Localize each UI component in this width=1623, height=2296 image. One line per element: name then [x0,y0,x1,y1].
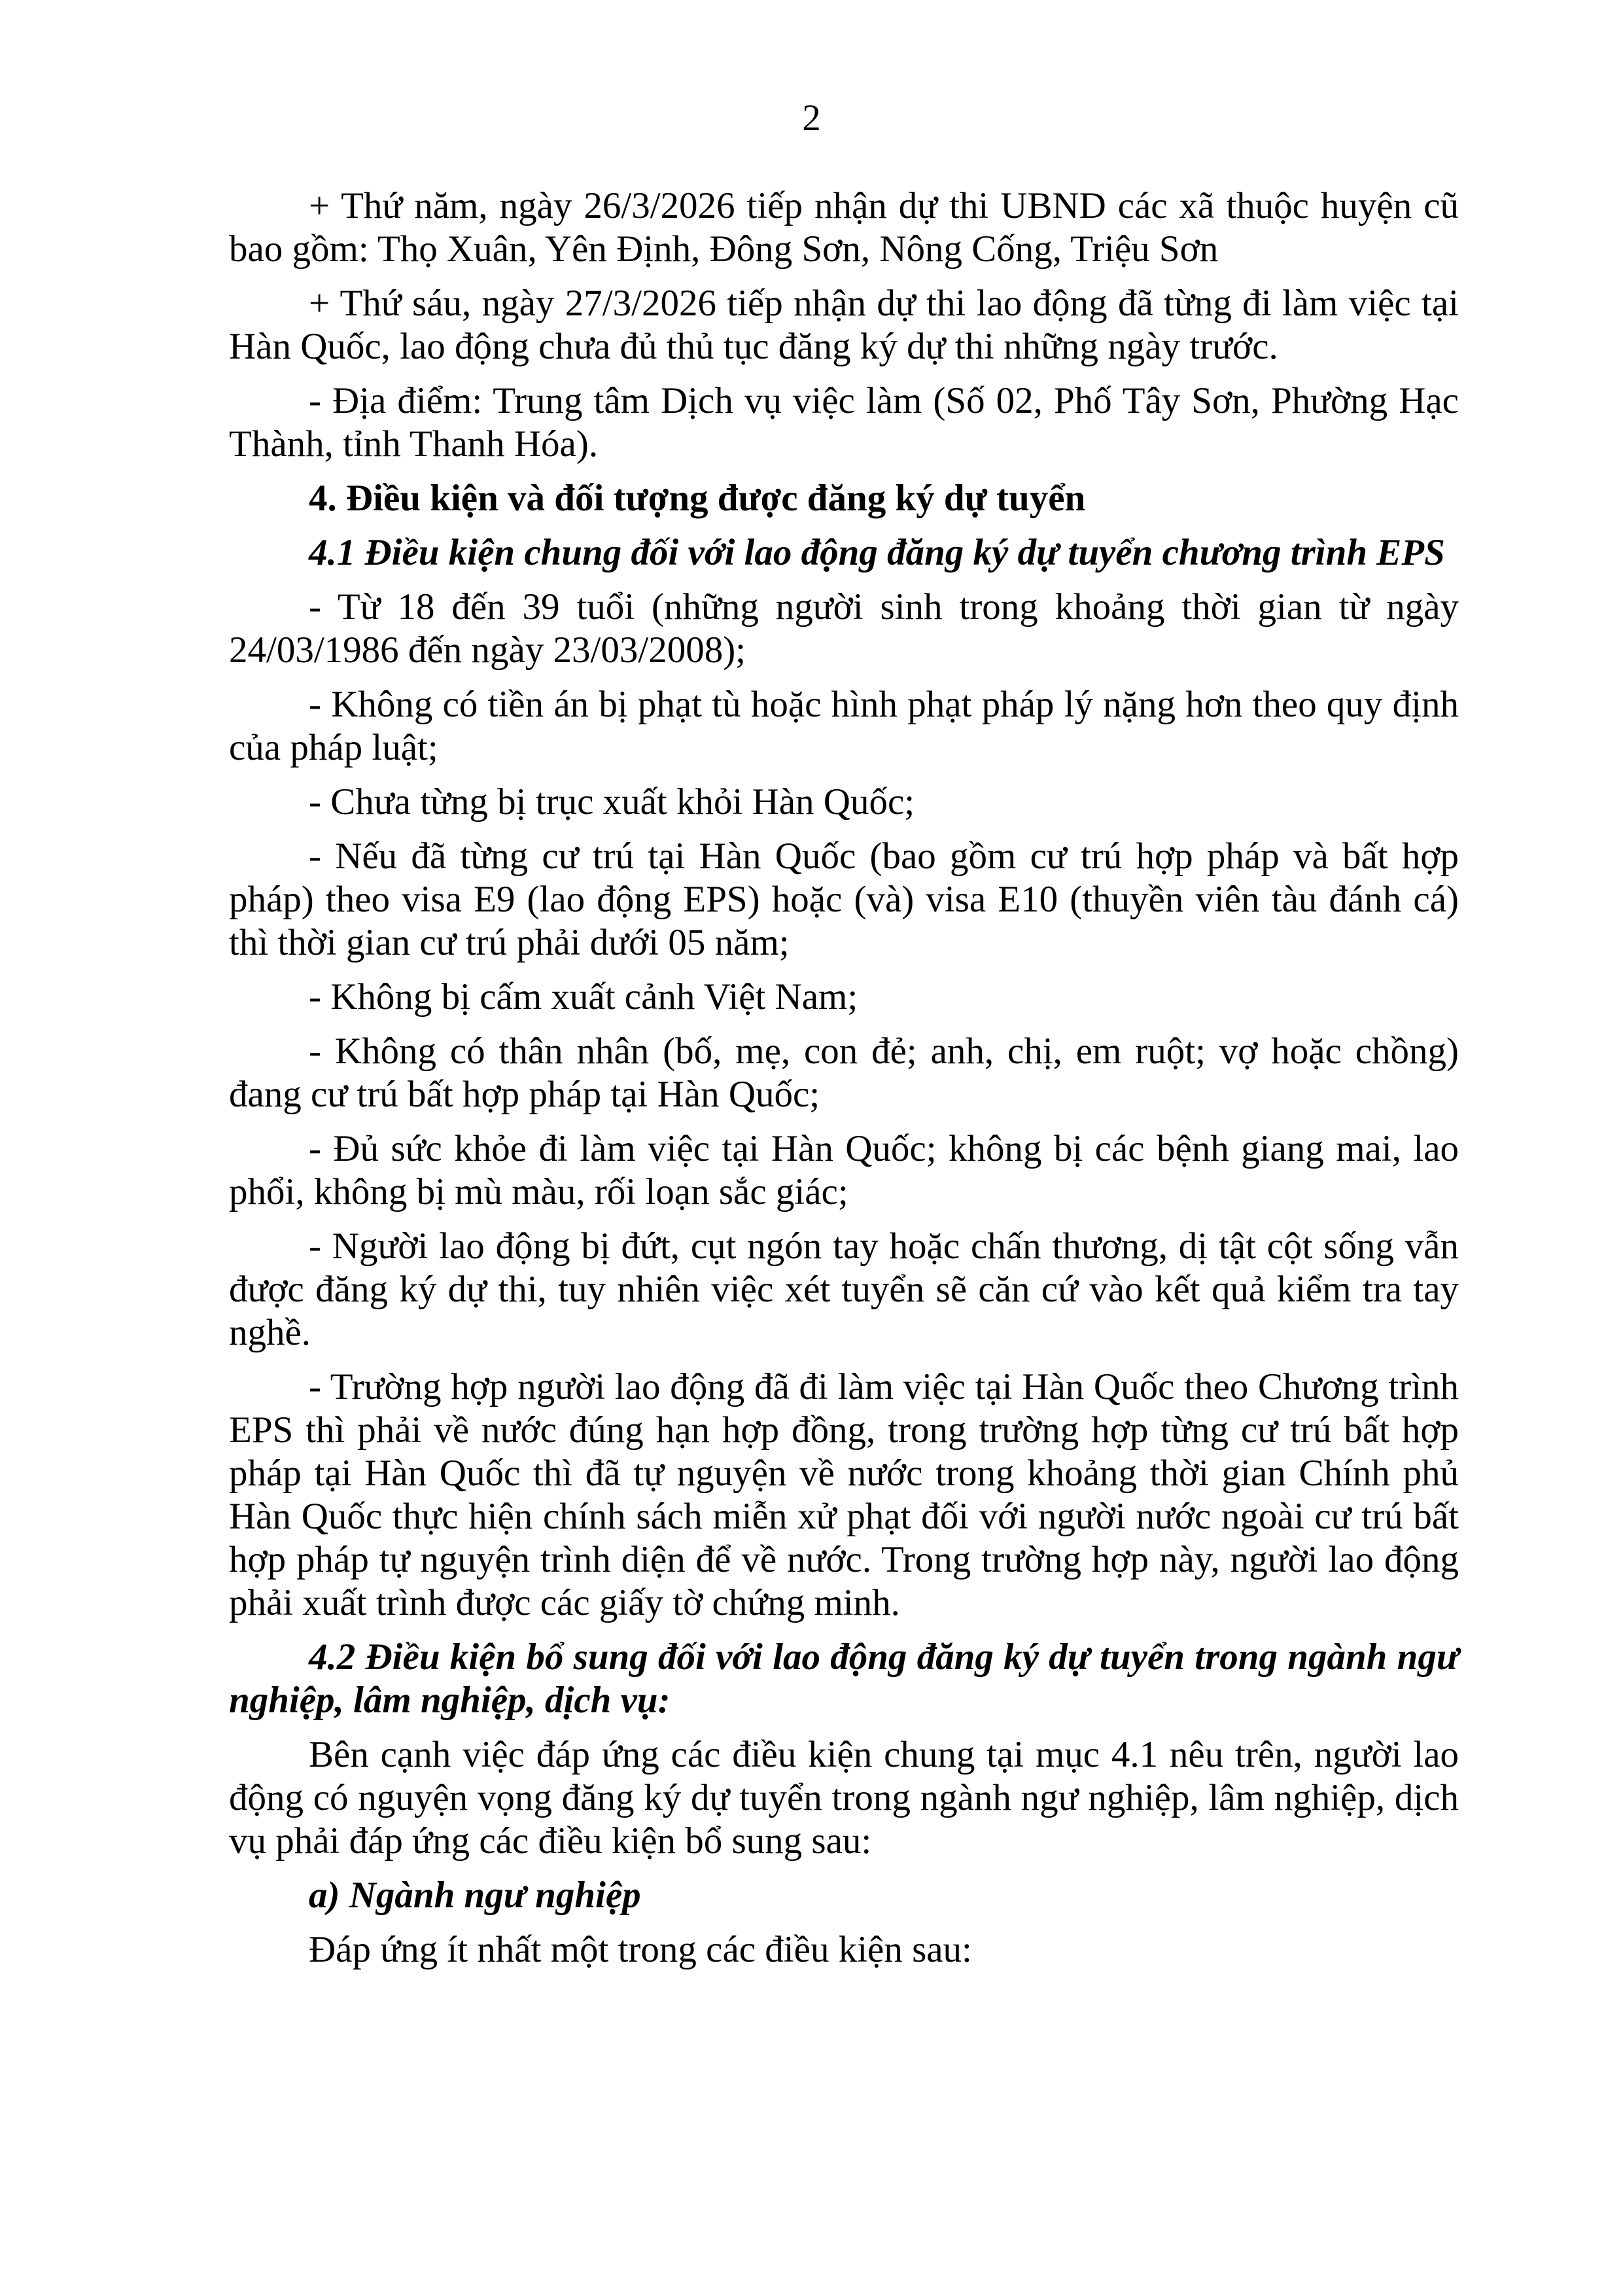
section-heading: 4. Điều kiện và đối tượng được đăng ký dự tuyển [309,478,1086,519]
body-paragraph: - Người lao động bị đứt, cụt ngón tay hoặc chấn thương, dị tật cột sống vẫn được đăng ký dự thi, tuy nhiên việc xét tuyển sẽ căn cứ vào kết quả kiểm tra tay nghề. [229,1226,1459,1353]
body-paragraph: - Không bị cấm xuất cảnh Việt Nam; [309,976,858,1017]
body-paragraph: - Không có thân nhân (bố, mẹ, con đẻ; anh, chị, em ruột; vợ hoặc chồng) đang cư trú bất hợp pháp tại Hàn Quốc; [229,1031,1459,1115]
body-paragraph: Bên cạnh việc đáp ứng các điều kiện chung tại mục 4.1 nêu trên, người lao động có nguyện vọng đăng ký dự tuyển trong ngành ngư nghiệp, lâm nghiệp, dịch vụ phải đáp ứng các điều kiện bổ sung sau: [229,1734,1459,1862]
subsection-heading: 4.2 Điều kiện bổ sung đối với lao động đăng ký dự tuyển trong ngành ngư nghiệp, lâm nghiệp, dịch vụ: [229,1636,1459,1721]
body-paragraph: - Trường hợp người lao động đã đi làm việc tại Hàn Quốc theo Chương trình EPS thì phải về nước đúng hạn hợp đồng, trong trường hợp từng cư trú bất hợp pháp tại Hàn Quốc thì đã tự nguyện về nước trong khoảng thời gian Chính phủ Hàn Quốc thực hiện chính sách miễn xử phạt đối với người nước ngoài cư trú bất hợp pháp tự nguyện trình diện để về nước. Trong trường hợp này, người lao động phải xuất trình được các giấy tờ chứng minh. [229,1366,1459,1623]
body-paragraph: - Đủ sức khỏe đi làm việc tại Hàn Quốc; không bị các bệnh giang mai, lao phổi, không bị mù màu, rối loạn sắc giác; [229,1128,1459,1212]
subsection-heading: 4.1 Điều kiện chung đối với lao động đăng ký dự tuyển chương trình EPS [309,532,1445,573]
body-paragraph: Đáp ứng ít nhất một trong các điều kiện sau: [309,1929,972,1970]
body-paragraph: - Địa điểm: Trung tâm Dịch vụ việc làm (Số 02, Phố Tây Sơn, Phường Hạc Thành, tỉnh Thanh Hóa). [229,380,1459,465]
body-paragraph: - Từ 18 đến 39 tuổi (những người sinh trong khoảng thời gian từ ngày 24/03/1986 đến ngày 23/03/2008); [229,586,1459,671]
body-paragraph: + Thứ sáu, ngày 27/3/2026 tiếp nhận dự thi lao động đã từng đi làm việc tại Hàn Quốc, lao động chưa đủ thủ tục đăng ký dự thi những ngày trước. [229,283,1459,367]
subsection-heading: a) Ngành ngư nghiệp [309,1875,641,1916]
body-paragraph: + Thứ năm, ngày 26/3/2026 tiếp nhận dự thi UBND các xã thuộc huyện cũ bao gồm: Thọ Xuân, Yên Định, Đông Sơn, Nông Cống, Triệu Sơn [229,185,1459,270]
document-body [229,185,1459,1983]
body-paragraph: - Chưa từng bị trục xuất khỏi Hàn Quốc; [309,781,915,822]
body-paragraph: - Không có tiền án bị phạt tù hoặc hình phạt pháp lý nặng hơn theo quy định của pháp luật; [229,684,1459,768]
page-number: 2 [802,97,821,139]
body-paragraph: - Nếu đã từng cư trú tại Hàn Quốc (bao gồm cư trú hợp pháp và bất hợp pháp) theo visa E9 (lao động EPS) hoặc (và) visa E10 (thuyền viên tàu đánh cá) thì thời gian cư trú phải dưới 05 năm; [229,836,1459,963]
